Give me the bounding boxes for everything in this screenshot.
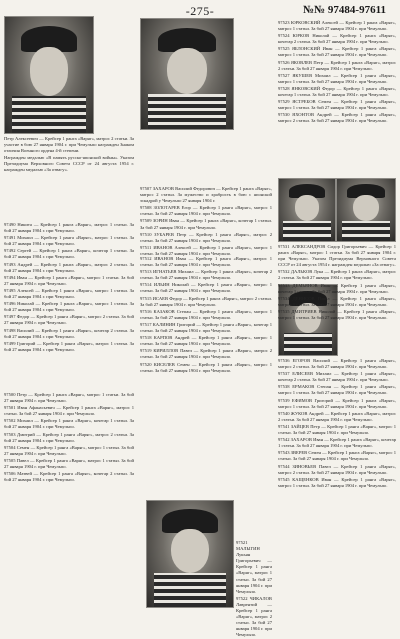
roster-entry: 97515 ИСАЕВ Федор — Крейсер 1 ранга «Варяг», матрос 2 статьи. За бой 27 января 1904 г. при Чемульпо.: [140, 295, 272, 307]
roster-entry: 97503 Дмитрий — Крейсер 1 ранга «Варяг», матрос 2 статьи. За бой 27 января 1904 г. при Чемульпо.: [4, 431, 134, 443]
roster-entry: 97509 ЗОРИН Иван — Крейсер 1 ранга «Варяг», кочегар 1 статьи. За бой 27 января 1904 г. при Чемульпо.: [140, 218, 272, 230]
roster-entry: 97499 Григорий — Крейсер 1 ранга «Варяг», матрос 1 статьи. За бой 27 января 1904 г. при Чемульпо.: [4, 340, 134, 352]
roster-entry: 97500 Петр — Крейсер 1 ранга «Варяг», матрос 1 статьи. За бой 27 января 1904 г. при Чемульпо.: [4, 392, 134, 404]
roster-entry: 97534 ДЕНИСОВ Павел — Крейсер 1 ранга «Варяг», матрос 1 статьи. За бой 27 января 1904 г. при Чемульпо.: [278, 295, 396, 307]
roster-entry: 97537 ЕЛИСЕЕВ Михаил — Крейсер 1 ранга «Варяг», кочегар 2 статьи. За бой 27 января 1904 г. при Чемульпо.: [278, 371, 396, 383]
roster-entry: 97493 Андрей — Крейсер 1 ранга «Варяг», матрос 2 статьи. За бой 27 января 1904 г. при Чемульпо.: [4, 261, 134, 273]
roster-entry: 97544 ЗИНОВЬЕВ Павел — Крейсер 1 ранга «Варяг», матрос 2 статьи. За бой 27 января 1904 г. при Чемульпо.: [278, 463, 396, 475]
roster-entry: 97522 ЧИКАЛОВ Лаврентий — Крейсер 1 ранга «Варяг», матрос 2 статьи. За бой 27 января 1904 г. при Чемульпо.: [236, 595, 272, 638]
roster-entry: 97516 КАЗАКОВ Степан — Крейсер 1 ранга «Варяг», матрос 1 статьи. За бой 27 января 1904 г. при Чемульпо.: [140, 308, 272, 320]
roster-entry: 97525 ЯБЛОНСКИЙ Иван — Крейсер 1 ранга «Варяг», матрос 1 статьи. За бой 27 января 1904 г. при Чемульпо.: [278, 46, 396, 58]
sailor-portrait-top-left: [4, 16, 94, 134]
sailor-portrait-right-upper-2: [336, 178, 396, 242]
roster-entry: 97531 АЛЕКСАНДРОВ Сидор Григорьевич — Крейсер 1 ранга «Варяг», матрос 1 статьи. За бой 27 января 1904 г. при Чемульпо. Указом Президиума Верховного Совета СССР от 24 августа 1954 г. награжден медалью «За отвагу».: [278, 244, 396, 268]
roster-entry: 97491 Михаил — Крейсер 1 ранга «Варяг», матрос 1 статьи. За бой 27 января 1904 г. при Чемульпо.: [4, 235, 134, 247]
roster-entry: 97507 ЗАХАРОВ Василий Федорович — Крейсер 1 ранга «Варяг», матрос 2 статьи. За мужество и храбрость в бою с японской эскадрой у Чемульпо 27 января 1904 г.: [140, 186, 272, 204]
column-middle-bottom: [236, 540, 272, 638]
roster-entry: 97506 Матвей — Крейсер 1 ранга «Варяг», кочегар 2 статьи. За бой 27 января 1904 г. при Чемульпо.: [4, 471, 134, 483]
roster-entry: 97520 КИСЕЛЕВ Семен — Крейсер 1 ранга «Варяг», матрос 1 статьи. За бой 27 января 1904 г. при Чемульпо.: [140, 361, 272, 373]
roster-entry: 97501 Иван Афанасьевич — Крейсер 1 ранга «Варяг», матрос 1 статьи. За бой 27 января 1904 г. при Чемульпо.: [4, 405, 134, 417]
roster-entry: 97524 ЮРКОВ Николай — Крейсер 1 ранга «Варяг», кочегар 2 статьи. За бой 27 января 1904 г. при Чемульпо.: [278, 33, 396, 45]
sailor-portrait-bottom-middle: [146, 500, 234, 608]
roster-entry: 97490 Никита — Крейсер 1 ранга «Варяг», матрос 1 статьи. За бой 27 января 1904 г. при Чемульпо.: [4, 222, 134, 234]
roster-entry: 97526 ЯКОВЛЕВ Петр — Крейсер 1 ранга «Варяг», матрос 2 статьи. За бой 27 января 1904 г. при Чемульпо.: [278, 59, 396, 71]
column-right-bottom: [278, 358, 396, 610]
roster-entry: 97527 ЯКУШЕВ Михаил — Крейсер 1 ранга «Варяг», матрос 1 статьи. За бой 27 января 1904 г. при Чемульпо.: [278, 72, 396, 84]
roster-entry: 97541 ЗАЙЦЕВ Петр — Крейсер 1 ранга «Варяг», матрос 1 статьи. За бой 27 января 1904 г. при Чемульпо.: [278, 423, 396, 436]
roster-entry: 97494 Иван — Крейсер 1 ранга «Варяг», матрос 1 статьи. За бой 27 января 1904 г. при Чемульпо.: [4, 274, 134, 286]
roster-entry: 97529 ЯСТРЕБОВ Семен — Крейсер 1 ранга «Варяг», матрос 1 статьи. За бой 27 января 1904 г. при Чемульпо.: [278, 99, 396, 111]
column-right-top: [278, 20, 396, 170]
roster-entry: 97517 КАЛИНИН Григорий — Крейсер 1 ранга «Варяг», кочегар 1 статьи. За бой 27 января 1904 г. при Чемульпо.: [140, 321, 272, 334]
roster-entry: 97498 Василий — Крейсер 1 ранга «Варяг», кочегар 2 статьи. За бой 27 января 1904 г. при Чемульпо.: [4, 327, 134, 339]
roster-entry: 97521 МАЛЫГИН Лукьян Григорьевич — Крейсер 1 ранга «Варяг», матрос 1 статьи. За бой 27 января 1904 г. при Чемульпо.: [236, 540, 272, 594]
roster-entry: 97508 ЗОЛОТАРЕВ Егор — Крейсер 1 ранга «Варяг», матрос 1 статьи. За бой 27 января 1904 г. при Чемульпо.: [140, 205, 272, 217]
roster-entry: 97504 Семен — Крейсер 1 ранга «Варяг», матрос 1 статьи. За бой 27 января 1904 г. при Чемульпо.: [4, 444, 134, 456]
roster-entry: 97512 ИВАНОВ Иван — Крейсер 1 ранга «Варяг», матрос 1 статьи. За бой 27 января 1904 г. при Чемульпо.: [140, 256, 272, 268]
roster-entry: 97528 ЯНКОВСКИЙ Федор — Крейсер 1 ранга «Варяг», кочегар 1 статьи. За бой 27 января 1904 г. при Чемульпо.: [278, 85, 396, 98]
roster-entry: 97536 ЕГОРОВ Василий — Крейсер 1 ранга «Варяг», матрос 2 статьи. За бой 27 января 1904 г. при Чемульпо.: [278, 358, 396, 370]
roster-entry: 97505 Павел — Крейсер 1 ранга «Варяг», матрос 1 статьи. За бой 27 января 1904 г. при Чемульпо.: [4, 457, 134, 470]
sailor-portrait-top-middle: [140, 18, 234, 130]
roster-entry: 97511 ИВАНОВ Алексей — Крейсер 1 ранга «Варяг», матрос 1 статьи. За бой 27 января 1904 г. при Чемульпо.: [140, 244, 272, 256]
column-left-top: [4, 136, 134, 220]
column-middle-top: [140, 186, 272, 254]
roster-entry: Петр Алексеевич — Крейсер 1 ранга «Варяг», матрос 2 статьи. За участие в бою 27 января 1904 г. при Чемульпо награжден Знаком отличия Военного ордена 4-й степени.: [4, 136, 134, 154]
roster-entry: 97538 ЕРМАКОВ Степан — Крейсер 1 ранга «Варяг», матрос 1 статьи. За бой 27 января 1904 г. при Чемульпо.: [278, 384, 396, 396]
roster-entry: 97523 ЮРКОВСКИЙ Алексей — Крейсер 1 ранга «Варяг», матрос 1 статьи. За бой 27 января 1904 г. при Чемульпо.: [278, 20, 396, 32]
roster-entry: 97510 ЗУБАРЕВ Петр — Крейсер 1 ранга «Варяг», матрос 2 статьи. За бой 27 января 1904 г. при Чемульпо.: [140, 231, 272, 243]
roster-entry: 97533 ДЕМЬЯНОВ Иван — Крейсер 1 ранга «Варяг», кочегар 1 статьи. За бой 27 января 1904 г. при Чемульпо.: [278, 282, 396, 294]
roster-entry: 97542 ЗАХАРОВ Иван — Крейсер 1 ранга «Варяг», кочегар 1 статьи. За бой 27 января 1904 г. при Чемульпо.: [278, 437, 396, 449]
roster-entry: 97540 ЖУКОВ Андрей — Крейсер 1 ранга «Варяг», матрос 2 статьи. За бой 27 января 1904 г. при Чемульпо.: [278, 410, 396, 422]
roster-entry: 97518 КАРПОВ Андрей — Крейсер 1 ранга «Варяг», матрос 1 статьи. За бой 27 января 1904 г. при Чемульпо.: [140, 335, 272, 347]
column-right-mid: [278, 244, 396, 321]
roster-entry: 97519 КИРИЛЛОВ Павел — Крейсер 1 ранга «Варяг», матрос 2 статьи. За бой 27 января 1904 г. при Чемульпо.: [140, 348, 272, 360]
roster-entry: Награжден медалью «В память русско-японской войны». Указом Президиума Верховного Совета СССР от 24 августа 1954 г. награжден медалью «За отвагу».: [4, 155, 134, 173]
roster-entry: 97539 ЕФИМОВ Григорий — Крейсер 1 ранга «Варяг», матрос 1 статьи. За бой 27 января 1904 г. при Чемульпо.: [278, 397, 396, 409]
roster-entry: 97492 Сергей — Крейсер 1 ранга «Варяг», кочегар 1 статьи. За бой 27 января 1904 г. при Чемульпо.: [4, 248, 134, 260]
column-middle-mid: [140, 256, 272, 496]
column-left-middle: [4, 222, 134, 390]
roster-entry: 97495 Алексей — Крейсер 1 ранга «Варяг», матрос 1 статьи. За бой 27 января 1904 г. при Чемульпо.: [4, 287, 134, 300]
roster-entry: 97532 ДАЛЬКОВ Лука — Крейсер 1 ранга «Варяг», матрос 2 статьи. За бой 27 января 1904 г. при Чемульпо.: [278, 269, 396, 281]
roster-entry: 97514 ИЛЬИН Николай — Крейсер 1 ранга «Варяг», матрос 1 статьи. За бой 27 января 1904 г. при Чемульпо.: [140, 282, 272, 294]
page-number: -275-: [185, 4, 215, 18]
roster-entry: 97535 ДМИТРИЕВ Николай — Крейсер 1 ранга «Варяг», матрос 1 статьи. За бой 27 января 1904 г. при Чемульпо.: [278, 308, 396, 321]
roster-entry: 97502 Михаил — Крейсер 1 ранга «Варяг», кочегар 1 статьи. За бой 27 января 1904 г. при Чемульпо.: [4, 418, 134, 430]
roster-entry: 97497 Федор — Крейсер 1 ранга «Варяг», матрос 2 статьи. За бой 27 января 1904 г. при Чемульпо.: [4, 314, 134, 326]
roster-entry: 97496 Николай — Крейсер 1 ранга «Варяг», матрос 1 статьи. За бой 27 января 1904 г. при Чемульпо.: [4, 301, 134, 313]
sailor-portrait-right-upper-1: [278, 178, 336, 242]
roster-entry: 97530 ЯХОНТОВ Андрей — Крейсер 1 ранга «Варяг», матрос 2 статьи. За бой 27 января 1904 г. при Чемульпо.: [278, 112, 396, 124]
roster-entry: 97543 ЗВЕРЕВ Семен — Крейсер 1 ранга «Варяг», матрос 1 статьи. За бой 27 января 1904 г. при Чемульпо.: [278, 450, 396, 462]
roster-entry: 97513 ИГНАТЬЕВ Михаил — Крейсер 1 ранга «Варяг», кочегар 2 статьи. За бой 27 января 1904 г. при Чемульпо.: [140, 269, 272, 281]
roster-entry: 97545 КАЩЕНКОВ Иван — Крейсер 1 ранга «Варяг», матрос 1 статьи. За бой 27 января 1904 г. при Чемульпо.: [278, 476, 396, 488]
entry-range-header: №№ 97484-97611: [303, 4, 386, 16]
column-left-bottom: [4, 392, 134, 612]
